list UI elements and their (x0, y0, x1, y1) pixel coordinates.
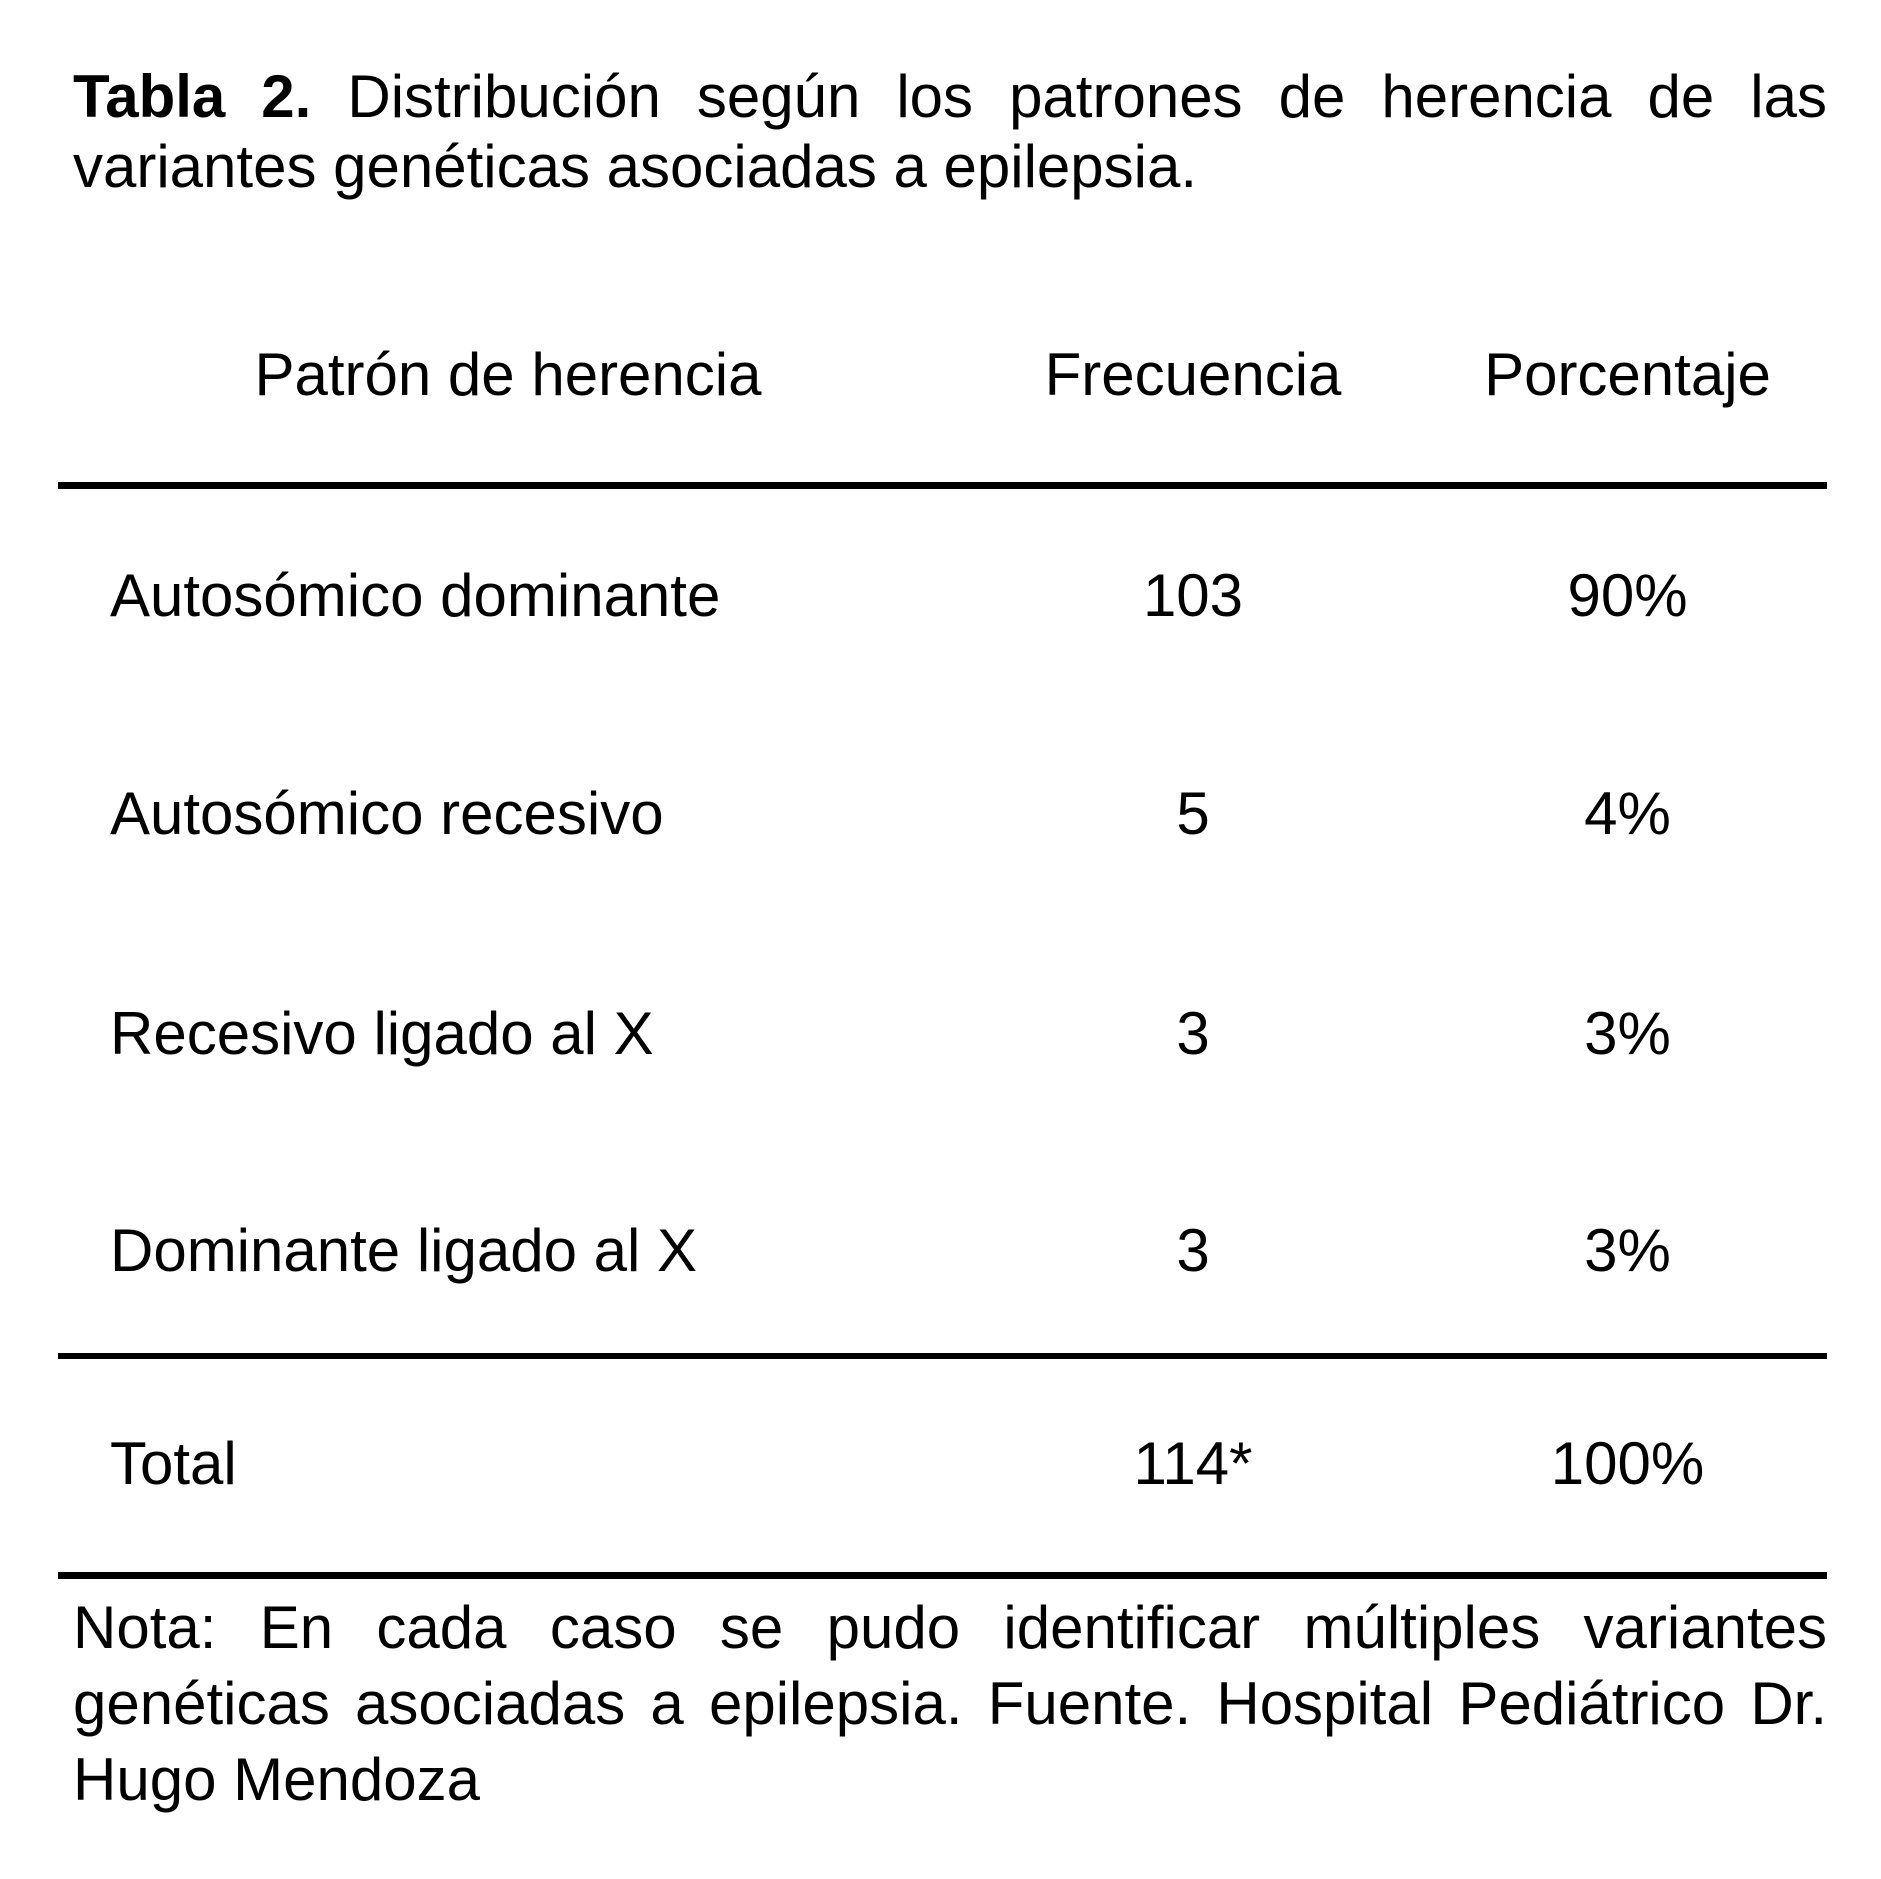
row-frequency: 3 (1176, 1000, 1210, 1067)
column-header-frequency: Frecuencia (1044, 341, 1342, 408)
header-rule (58, 482, 1827, 489)
bottom-rule (58, 1572, 1827, 1579)
total-label: Total (110, 1430, 237, 1497)
document-page (58, 62, 1827, 1818)
table-caption (58, 62, 1827, 202)
row-pattern: Dominante ligado al X (110, 1217, 698, 1284)
row-frequency: 3 (1176, 1217, 1210, 1284)
data-table (58, 340, 1827, 1579)
row-percentage: 3% (1584, 1217, 1671, 1284)
caption-line-2: variantes genéticas asociadas a epilepsia. (73, 133, 1198, 200)
caption-line-1 (73, 62, 1827, 132)
table-note (58, 1590, 1827, 1818)
total-separator-rule (58, 1353, 1827, 1359)
note-line-1: Nota: En cada caso se pudo identificar múltiples variantes (73, 1594, 1827, 1661)
note-line-2: genéticas asociadas a epilepsia. Fuente. Hospital Pediátrico Dr. (73, 1670, 1827, 1737)
row-percentage: 4% (1584, 780, 1671, 847)
total-percentage: 100% (1550, 1430, 1705, 1497)
row-pattern: Autosómico dominante (110, 562, 721, 629)
caption-line-1-text: Distribución según los patrones de herencia de las (347, 63, 1828, 130)
row-percentage: 90% (1567, 562, 1688, 629)
total-frequency: 114* (1133, 1430, 1253, 1497)
note-line-3: Hugo Mendoza (73, 1746, 480, 1813)
row-pattern: Recesivo ligado al X (110, 1000, 654, 1067)
table-row (58, 999, 1827, 1069)
row-pattern: Autosómico recesivo (110, 780, 664, 847)
column-header-pattern: Patrón de herencia (254, 341, 762, 408)
column-header-percentage: Porcentaje (1484, 341, 1771, 408)
table-row (58, 1216, 1827, 1286)
table-row (58, 561, 1827, 631)
table-header-row (58, 340, 1827, 410)
row-frequency: 5 (1176, 780, 1210, 847)
row-frequency: 103 (1142, 562, 1244, 629)
row-percentage: 3% (1584, 1000, 1671, 1067)
table-total-row (58, 1429, 1827, 1499)
caption-table-number: Tabla 2. (73, 63, 312, 130)
table-row (58, 779, 1827, 849)
